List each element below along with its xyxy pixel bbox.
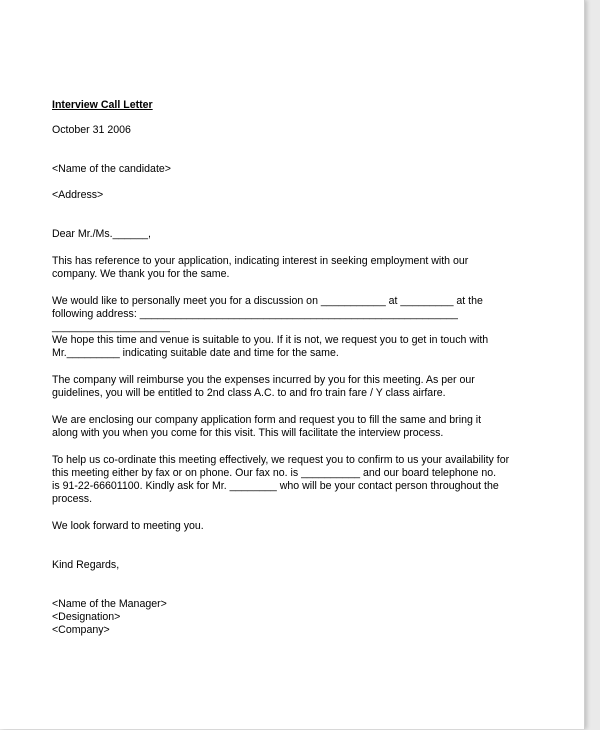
paragraph-expense-reimbursement: The company will reimburse you the expenses incurred by you for this meeting. As per our guidelines, you will be entitled to 2nd class A.C. to and fro train fare / Y class airfare. — [52, 374, 475, 399]
designation-placeholder: <Designation> — [52, 611, 121, 623]
paragraph-availability-confirmation: To help us co-ordinate this meeting effectively, we request you to confirm to us your availability for this meeting either by fax or on phone. Our fax no. is __________ and our board telephone no. is 91-22-66601100. Kindly ask for Mr. ________ who will be your contact person throughout the process. — [52, 454, 510, 505]
regards: Kind Regards, — [52, 559, 120, 571]
manager-name-placeholder: <Name of the Manager> — [52, 598, 167, 610]
paragraph-application-form: We are enclosing our company application form and request you to fill the same and bring it along with you when you come for this visit. This will facilitate the interview process. — [52, 414, 482, 439]
letter-title: Interview Call Letter — [52, 99, 153, 111]
paragraph-venue-confirmation: We hope this time and venue is suitable to you. If it is not, we request you to get in touch with Mr._________ indicating suitable date and time for the same. — [52, 334, 489, 359]
closing-line: We look forward to meeting you. — [52, 520, 204, 532]
letter-date: October 31 2006 — [52, 124, 131, 136]
paragraph-meeting-details: We would like to personally meet you for a discussion on ___________ at _________ at the following address: ______________________________________________________ ____________________ — [52, 295, 483, 333]
candidate-name-placeholder: <Name of the candidate> — [52, 163, 171, 175]
company-placeholder: <Company> — [52, 624, 110, 636]
paragraph-application-reference: This has reference to your application, indicating interest in seeking employment with our company. We thank you for the same. — [52, 255, 469, 280]
salutation: Dear Mr./Ms.______, — [52, 228, 151, 240]
letter-body — [52, 99, 552, 637]
address-placeholder: <Address> — [52, 189, 104, 201]
